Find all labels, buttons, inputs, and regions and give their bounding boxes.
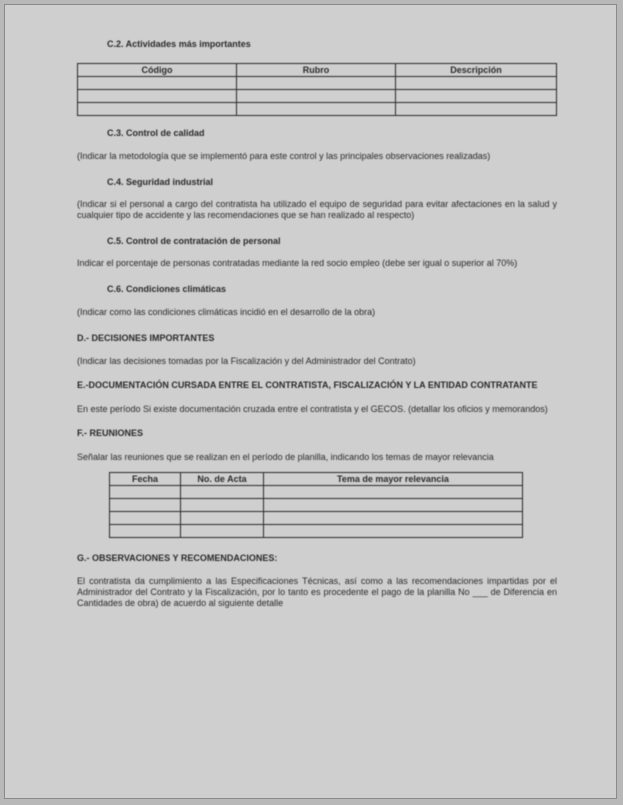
table-cell (396, 103, 557, 116)
f-table (109, 472, 523, 538)
f-col-tema: Tema de mayor relevancia (264, 473, 523, 486)
table-cell (110, 525, 181, 538)
c2-table-header-row (78, 64, 557, 77)
table-cell (237, 77, 396, 90)
c3-heading: C.3. Control de calidad (107, 128, 205, 138)
g-heading: G.- OBSERVACIONES Y RECOMENDACIONES: (77, 553, 278, 563)
e-heading: E.-DOCUMENTACIÓN CURSADA ENTRE EL CONTRATISTA, FISCALIZACIÓN Y LA ENTIDAD CONTRATANTE (77, 380, 538, 390)
table-cell (264, 525, 523, 538)
table-row (78, 103, 557, 116)
c5-paragraph: Indicar el porcentaje de personas contratadas mediante la red socio empleo (debe ser igual o superior al 70%) (77, 258, 518, 268)
table-row (110, 499, 523, 512)
f-paragraph: Señalar las reuniones que se realizan en el período de planilla, indicando los temas de mayor relevancia (77, 452, 494, 462)
table-cell (110, 499, 181, 512)
c3-paragraph: (Indicar la metodología que se implementó para este control y las principales observaciones realizadas) (77, 151, 491, 161)
table-row (110, 512, 523, 525)
c2-col-codigo: Código (78, 64, 237, 77)
c2-col-descripcion: Descripción (396, 64, 557, 77)
table-cell (181, 525, 264, 538)
table-cell (181, 512, 264, 525)
f-heading: F.- REUNIONES (77, 428, 144, 438)
table-row (110, 525, 523, 538)
table-cell (110, 512, 181, 525)
f-col-no-acta: No. de Acta (181, 473, 264, 486)
g-paragraph: El contratista da cumplimiento a las Especificaciones Técnicas, así como a las recomendaciones impartidas por el Administrador del Contrato y la Fiscalización, por lo tanto es procedente el pago de la planilla No ___ de Diferencia en Cantidades de obra) de acuerdo al siguiente detalle (77, 576, 557, 608)
table-cell (78, 77, 237, 90)
d-heading: D.- DECISIONES IMPORTANTES (77, 333, 215, 343)
c2-heading: C.2. Actividades más importantes (107, 39, 251, 49)
c4-heading: C.4. Seguridad industrial (107, 177, 214, 187)
table-row (78, 90, 557, 103)
c6-heading: C.6. Condiciones climáticas (107, 284, 227, 294)
table-cell (78, 103, 237, 116)
table-row (110, 486, 523, 499)
d-paragraph: (Indicar las decisiones tomadas por la Fiscalización y del Administrador del Contrato) (77, 356, 416, 366)
table-row (78, 77, 557, 90)
document-page (4, 4, 617, 799)
c4-paragraph: (Indicar si el personal a cargo del contratista ha utilizado el equipo de seguridad para evitar afectaciones en la salud y cualquier tipo de accidente y las recomendaciones que se han realizado al respecto) (77, 199, 557, 220)
c6-paragraph: (Indicar como las condiciones climáticas incidió en el desarrollo de la obra) (77, 307, 376, 317)
table-cell (264, 486, 523, 499)
table-cell (264, 512, 523, 525)
document-content (77, 39, 557, 609)
e-paragraph: En este período Si existe documentación cruzada entre el contratista y el GECOS. (detallar los oficios y memorandos) (77, 404, 548, 414)
table-cell (181, 486, 264, 499)
f-table-header-row (110, 473, 523, 486)
table-cell (264, 499, 523, 512)
table-cell (110, 486, 181, 499)
c2-table (77, 63, 557, 116)
table-cell (237, 103, 396, 116)
c2-col-rubro: Rubro (237, 64, 396, 77)
table-cell (181, 499, 264, 512)
table-cell (237, 90, 396, 103)
table-cell (396, 90, 557, 103)
f-col-fecha: Fecha (110, 473, 181, 486)
table-cell (78, 90, 237, 103)
c5-heading: C.5. Control de contratación de personal (107, 236, 281, 246)
table-cell (396, 77, 557, 90)
